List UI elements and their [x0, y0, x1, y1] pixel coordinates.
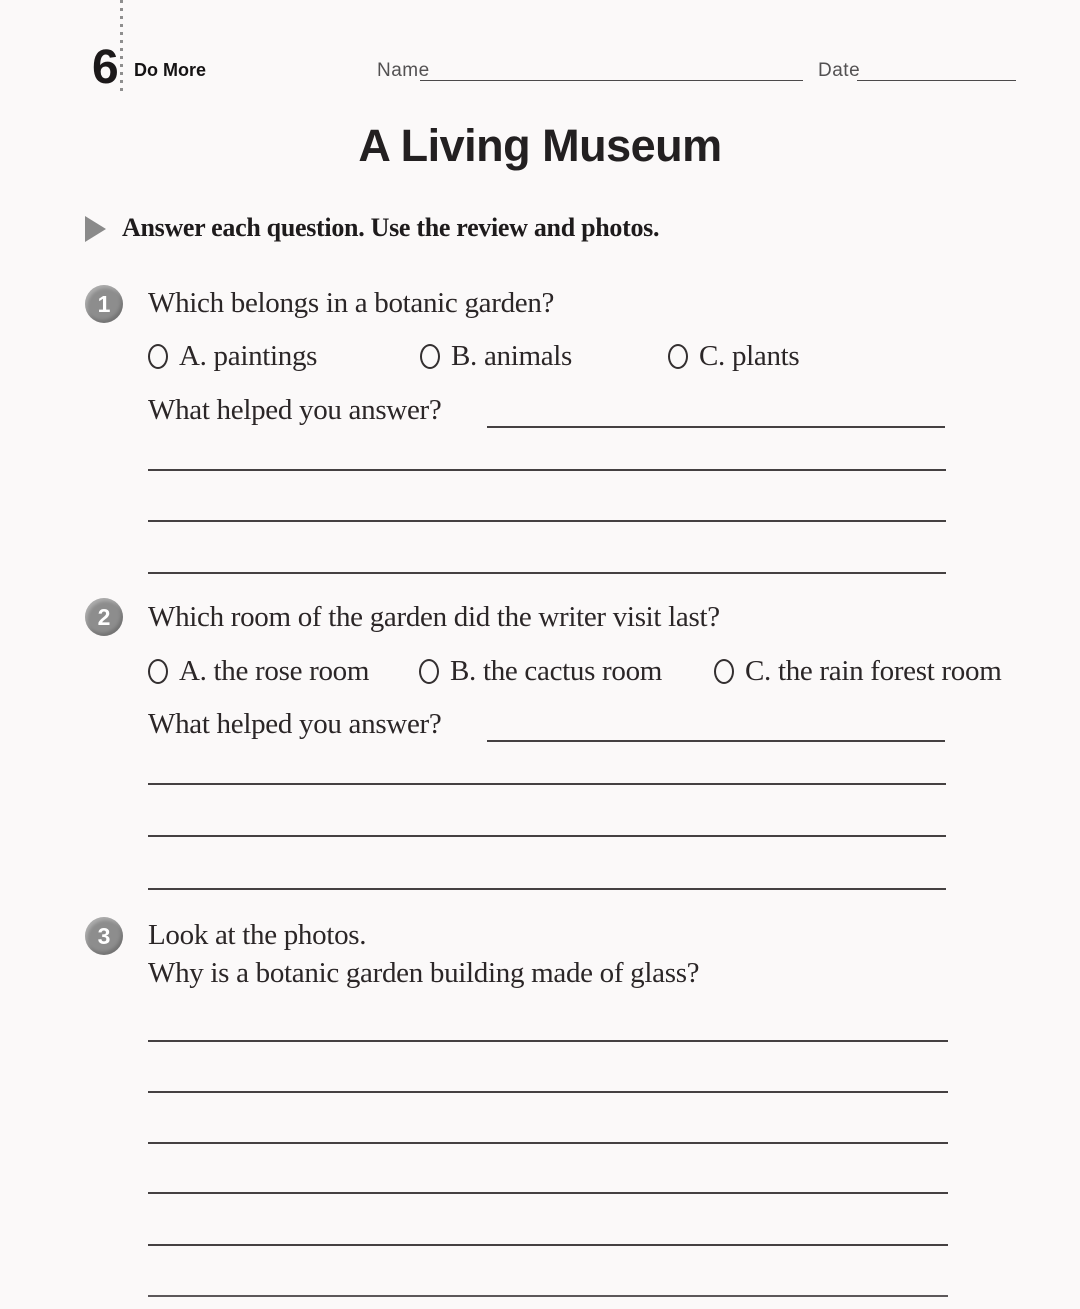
date-blank-line[interactable]	[857, 80, 1016, 81]
section-label: Do More	[134, 60, 206, 80]
page-number: 6	[92, 41, 119, 94]
question-1-followup-label: What helped you answer?	[148, 394, 442, 426]
question-1-number-badge: 1	[85, 285, 123, 323]
answer-line[interactable]	[148, 520, 946, 522]
answer-line[interactable]	[487, 740, 945, 742]
answer-line[interactable]	[148, 783, 946, 785]
question-2-followup-label: What helped you answer?	[148, 708, 442, 740]
answer-line[interactable]	[148, 835, 946, 837]
radio-circle-icon[interactable]	[148, 659, 168, 684]
choice-label: B. the cactus room	[450, 655, 663, 687]
question-2-number-badge: 2	[85, 598, 123, 636]
radio-circle-icon[interactable]	[148, 344, 168, 369]
answer-line[interactable]	[487, 426, 945, 428]
name-blank-line[interactable]	[420, 80, 803, 81]
arrow-bullet-icon	[85, 216, 106, 242]
question-3-number-badge: 3	[85, 917, 123, 955]
question-3-prompt-line-2: Why is a botanic garden building made of glass?	[148, 957, 700, 989]
choice-label: A. the rose room	[179, 655, 370, 687]
question-1-prompt: Which belongs in a botanic garden?	[148, 287, 555, 319]
answer-line[interactable]	[148, 1040, 948, 1042]
choice-label: B. animals	[451, 340, 573, 372]
question-1-choice-c[interactable]	[668, 340, 799, 373]
answer-line[interactable]	[148, 1295, 948, 1297]
answer-line[interactable]	[148, 572, 946, 574]
answer-line[interactable]	[148, 469, 946, 471]
question-1-choice-a[interactable]	[148, 340, 317, 373]
radio-circle-icon[interactable]	[420, 344, 440, 369]
name-label: Name	[377, 60, 430, 81]
question-2-choice-b[interactable]	[419, 655, 662, 688]
choice-label: A. paintings	[179, 340, 318, 372]
answer-line[interactable]	[148, 888, 946, 890]
radio-circle-icon[interactable]	[419, 659, 439, 684]
answer-line[interactable]	[148, 1091, 948, 1093]
question-2-choice-a[interactable]	[148, 655, 369, 688]
instruction-text: Answer each question. Use the review and photos.	[122, 213, 660, 242]
choice-label: C. plants	[699, 340, 800, 372]
page-title: A Living Museum	[358, 120, 722, 171]
answer-line[interactable]	[148, 1142, 948, 1144]
choice-label: C. the rain forest room	[745, 655, 1002, 687]
dotted-divider	[120, 0, 123, 92]
answer-line[interactable]	[148, 1244, 948, 1246]
radio-circle-icon[interactable]	[668, 344, 688, 369]
date-label: Date	[818, 60, 861, 81]
question-3-prompt-line-1: Look at the photos.	[148, 919, 367, 951]
answer-line[interactable]	[148, 1192, 948, 1194]
question-1-choice-b[interactable]	[420, 340, 572, 373]
question-2-choice-c[interactable]	[714, 655, 1001, 688]
question-2-prompt: Which room of the garden did the writer visit last?	[148, 601, 720, 633]
radio-circle-icon[interactable]	[714, 659, 734, 684]
